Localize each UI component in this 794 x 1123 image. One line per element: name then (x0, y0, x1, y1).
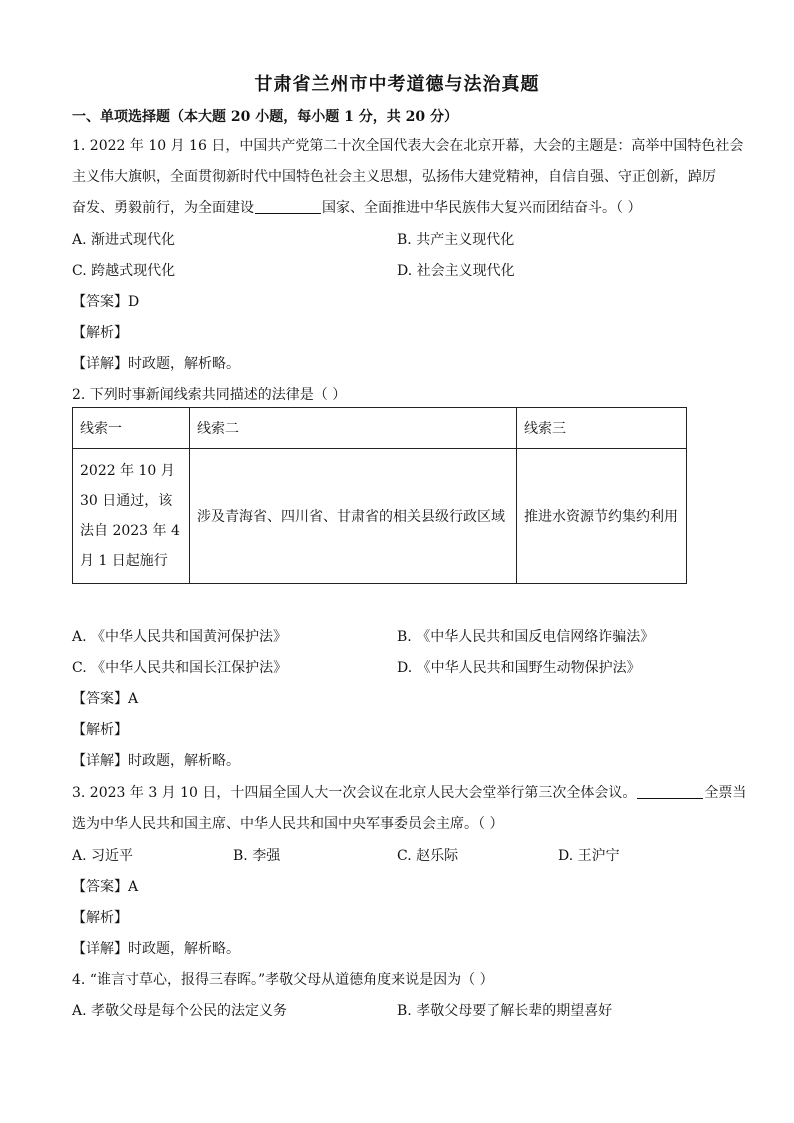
q3-detail-text: 时政题，解析略。 (128, 941, 240, 957)
q2-answer-value: A (128, 691, 139, 707)
table-header-cell: 线索三 (517, 408, 687, 449)
q2-detail-tag: 【详解】 (72, 753, 128, 769)
q1-stem-line3-part2: 国家、全面推进中华民族伟大复兴而团结奋斗。（ ） (322, 200, 642, 216)
q2-answer-tag: 【答案】 (72, 691, 128, 707)
q1-detail (72, 353, 240, 373)
q1-detail-text: 时政题，解析略。 (128, 356, 240, 372)
document-title: 甘肃省兰州市中考道德与法治真题 (254, 74, 540, 95)
q3-answer (72, 876, 138, 896)
q3-stem-line1-part2: 全票当 (704, 785, 747, 801)
q1-stem-line3 (72, 197, 641, 217)
q1-answer-tag: 【答案】 (72, 294, 128, 310)
q3-stem-line1 (72, 782, 746, 802)
table-cell: 涉及青海省、四川省、甘肃省的相关县级行政区域 (190, 449, 517, 584)
q1-answer (72, 291, 139, 311)
q1-option-a: A. 渐进式现代化 (72, 232, 176, 248)
q3-stem-line1-part1: 3. 2023 年 3 月 10 日，十四届全国人大一次会议在北京人民大会堂举行第三次全体会议。 (72, 785, 637, 801)
q2-analysis-tag: 【解析】 (72, 722, 128, 738)
q1-answer-blank (255, 201, 321, 214)
table-row (73, 449, 687, 584)
q2-option-d: D. 《中华人民共和国野生动物保护法》 (397, 660, 641, 676)
q4-stem: 4. “谁言寸草心，报得三春晖。”孝敬父母从道德角度来说是因为（ ） (72, 972, 494, 988)
q3-option-c: C. 赵乐际 (397, 848, 459, 864)
q1-option-c: C. 跨越式现代化 (72, 263, 176, 279)
q3-detail (72, 938, 240, 958)
q1-detail-tag: 【详解】 (72, 356, 128, 372)
q2-clue-table (72, 407, 687, 584)
table-cell: 推进水资源节约集约利用 (517, 449, 687, 584)
table-header-cell: 线索二 (190, 408, 517, 449)
q3-analysis-tag: 【解析】 (72, 910, 128, 926)
q3-option-d: D. 王沪宁 (558, 848, 620, 864)
table-cell-text: 2022 年 10 月 30 日通过，该法自 2023 年 4 月 1 日起施行 (80, 463, 180, 569)
q4-option-a: A. 孝敬父母是每个公民的法定义务 (72, 1003, 288, 1019)
q1-stem-line1: 1. 2022 年 10 月 16 日，中国共产党第二十次全国代表大会在北京开幕，大会的主题是：高举中国特色社会 (72, 138, 744, 154)
table-header-cell: 线索一 (73, 408, 190, 449)
table-header-row (73, 408, 687, 449)
q1-option-d: D. 社会主义现代化 (397, 263, 515, 279)
q2-option-c: C. 《中华人民共和国长江保护法》 (72, 660, 288, 676)
section-heading: 一、单项选择题（本大题 20 小题，每小题 1 分，共 20 分） (72, 109, 458, 125)
q2-option-b: B. 《中华人民共和国反电信网络诈骗法》 (397, 629, 655, 645)
q1-stem-line2: 主义伟大旗帜，全面贯彻新时代中国特色社会主义思想，弘扬伟大建党精神，自信自强、守正创新，踔厉 (72, 169, 716, 185)
q3-option-a: A. 习近平 (72, 848, 134, 864)
q3-answer-value: A (128, 879, 139, 895)
q2-answer (72, 688, 138, 708)
q1-analysis-tag: 【解析】 (72, 325, 128, 341)
table-cell (73, 449, 190, 584)
q3-answer-tag: 【答案】 (72, 879, 128, 895)
q3-detail-tag: 【详解】 (72, 941, 128, 957)
q2-detail (72, 750, 240, 770)
q1-answer-value: D (128, 294, 140, 310)
q3-stem-line2: 选为中华人民共和国主席、中华人民共和国中央军事委员会主席。（ ） (72, 816, 504, 832)
q2-option-a: A. 《中华人民共和国黄河保护法》 (72, 629, 288, 645)
q4-option-b: B. 孝敬父母要了解长辈的期望喜好 (397, 1003, 613, 1019)
q1-stem-line3-part1: 奋发、勇毅前行，为全面建设 (72, 200, 254, 216)
q2-stem: 2. 下列时事新闻线索共同描述的法律是（ ） (72, 387, 347, 403)
q3-answer-blank (637, 786, 703, 799)
q3-option-b: B. 李强 (233, 848, 281, 864)
q2-detail-text: 时政题，解析略。 (128, 753, 240, 769)
q1-option-b: B. 共产主义现代化 (397, 232, 515, 248)
